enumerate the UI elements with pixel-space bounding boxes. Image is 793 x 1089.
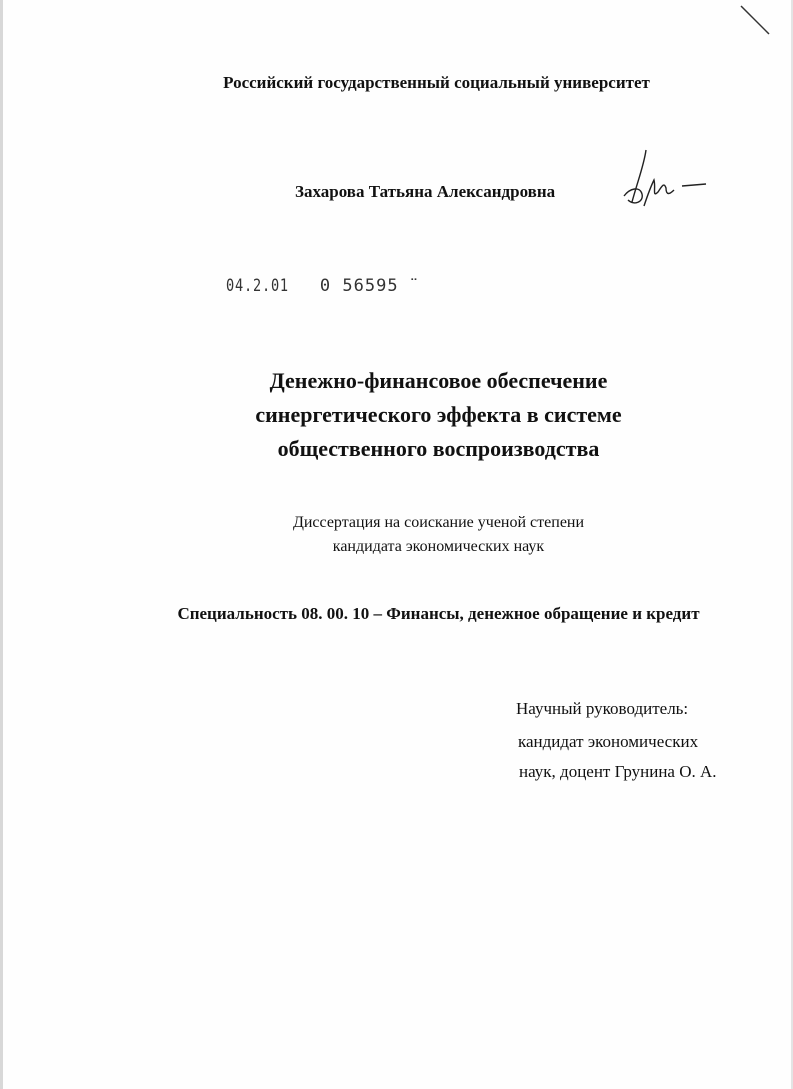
corner-fold-mark — [739, 0, 779, 40]
advisor-name: наук, доцент Грунина О. А. — [519, 762, 717, 781]
dissertation-line-1: Диссертация на соискание ученой степени — [292, 514, 585, 531]
handwritten-signature — [618, 140, 718, 220]
specialty-line: Специальность 08. 00. 10 – Финансы, денежное обращение и кредит — [177, 604, 700, 623]
title-line-3: общественного воспроизводства — [277, 436, 600, 461]
registry-code-number: 0 56595 ̈ — [319, 276, 410, 296]
title-line-1: Денежно-финансовое обеспечение — [269, 368, 608, 393]
advisor-degree: кандидат экономических — [518, 732, 699, 751]
author-name: Захарова Татьяна Александровна — [295, 182, 556, 201]
advisor-label: Научный руководитель: — [516, 699, 689, 718]
registry-code-date: 04.2.01 — [226, 276, 289, 296]
dissertation-line-2: кандидата экономических наук — [332, 538, 545, 555]
title-line-2: синергетического эффекта в системе — [255, 402, 622, 427]
university-name: Российский государственный социальный университет — [223, 73, 650, 92]
registry-stamp — [226, 276, 410, 296]
scan-edge-left — [0, 0, 3, 1089]
